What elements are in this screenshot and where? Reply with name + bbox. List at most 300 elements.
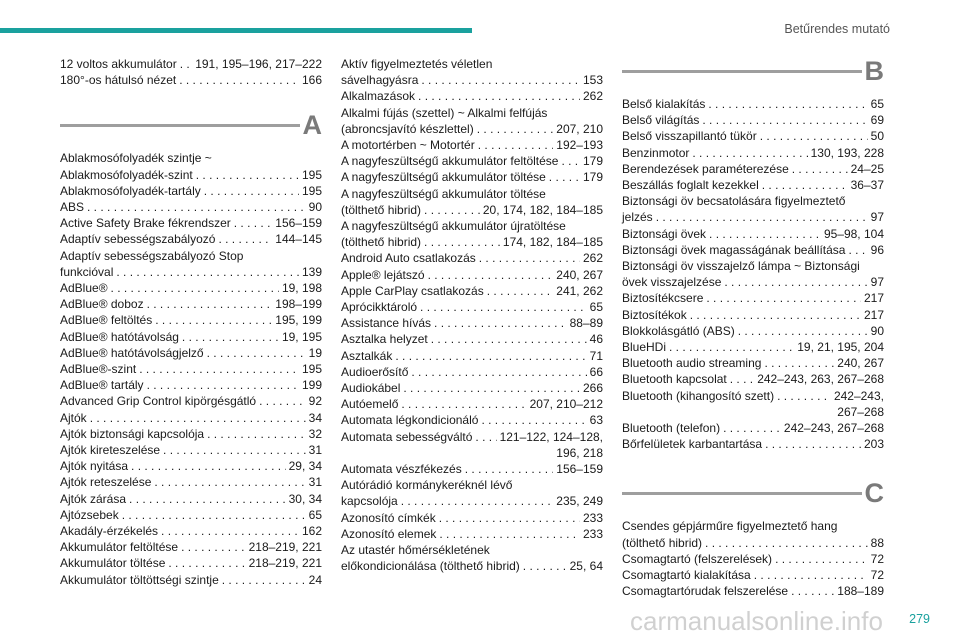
index-entry-term: Audiokábel [341, 381, 401, 396]
dot-leader [439, 510, 580, 526]
index-entry-term: Ajtózsebek [60, 507, 119, 522]
index-entry-pages: 235, 249 [556, 494, 603, 509]
index-entry-term: Autóemelő [341, 397, 399, 412]
index-entry-term: Adaptív sebességszabályozó [60, 232, 216, 247]
index-entry-pages: 19 [308, 345, 322, 360]
index-entry [60, 361, 322, 377]
index-entry [622, 242, 884, 258]
index-entry-term: Automata sebességváltó [341, 429, 473, 444]
index-entry-pages: 97 [870, 210, 884, 225]
index-entry-term: funkcióval [60, 264, 114, 279]
index-entry [60, 555, 322, 571]
section-divider [622, 70, 862, 73]
section-header-a [60, 110, 322, 150]
index-entry-pages: 95–98, 104 [823, 226, 884, 241]
dot-leader [182, 329, 279, 345]
index-entry-term: sávelhagyásra [341, 73, 419, 88]
index-entry [60, 329, 322, 345]
index-entry-term: 12 voltos akkumulátor [60, 57, 177, 71]
dot-leader [481, 412, 586, 428]
dot-leader [420, 299, 587, 315]
index-entry-term: Biztonsági övek magasságának beállítása [622, 242, 846, 257]
index-entry [60, 72, 322, 88]
index-entry-term: Active Safety Brake fékrendszer [60, 216, 231, 231]
dot-leader [479, 250, 580, 266]
index-entry-pages: 207, 210–212 [529, 397, 603, 412]
index-entry-text: Adaptív sebességszabályozó Stop [60, 248, 244, 263]
index-entry [341, 380, 603, 396]
dot-leader [403, 380, 580, 396]
dot-leader [168, 555, 245, 571]
index-entry-term: Apple CarPlay csatlakozás [341, 283, 484, 298]
index-entry-term: Bluetooth (telefon) [622, 421, 721, 436]
index-entry-term: Ajtók reteszelése [60, 475, 152, 490]
index-entry-term: Blokkolásgátló (ABS) [622, 323, 735, 338]
index-entry-pages: 166 [301, 73, 322, 88]
index-entry [341, 364, 603, 380]
index-entry-text: Ablakmosófolyadék szintje ~ [60, 151, 212, 166]
section-letter: B [864, 56, 884, 86]
index-entry-term: A nagyfeszültségű akkumulátor feltöltése [341, 154, 559, 169]
index-entry-term: Ablakmosófolyadék-szint [60, 167, 193, 182]
index-column-3 [622, 56, 884, 599]
index-entry [341, 267, 603, 283]
index-entry [341, 558, 603, 574]
index-entry-pages: 242–243, 263, 267–268 [757, 372, 884, 387]
dot-leader [706, 290, 861, 306]
dot-leader [116, 264, 299, 280]
dot-leader [431, 331, 587, 347]
index-entry [60, 183, 322, 199]
index-entry-text: Aktív figyelmeztetés véletlen [341, 57, 493, 71]
dot-leader [424, 234, 500, 250]
header-accent-bar [0, 28, 472, 33]
index-entry-pages: 195 [301, 183, 322, 198]
section-divider [622, 492, 862, 495]
index-entry [60, 393, 322, 409]
index-entry-pages: 162 [301, 524, 322, 539]
dot-leader [764, 355, 834, 371]
index-entry [622, 161, 884, 177]
index-entry-term: Belső világítás [622, 113, 700, 128]
index-entry-term: Bőrfelületek karbantartása [622, 437, 763, 452]
index-entry [341, 72, 603, 88]
section-letter: A [302, 110, 322, 141]
index-entry [622, 307, 884, 323]
index-entry-term: Aprócikktároló [341, 300, 418, 315]
index-entry-text: Alkalmi fújás (szettel) ~ Alkalmi felfújás [341, 105, 548, 120]
index-entry-pages: 218–219, 221 [248, 556, 322, 571]
index-entry-pages: 72 [870, 568, 884, 583]
index-entry-pages: 20, 174, 182, 184–185 [482, 202, 603, 217]
dot-leader [690, 307, 861, 323]
index-entry [60, 56, 322, 72]
index-entry-term: Bluetooth kapcsolat [622, 372, 727, 387]
index-entry-term: Belső kialakítás [622, 97, 706, 111]
index-entry-term: Ajtók zárása [60, 491, 127, 506]
index-entry-term: Ajtók kireteszelése [60, 443, 161, 458]
index-entry [622, 290, 884, 306]
index-entries-a [60, 150, 322, 587]
dot-leader [765, 436, 861, 452]
index-entry-term: Beszállás foglalt kezekkel [622, 178, 759, 193]
dot-leader [131, 458, 286, 474]
index-entry [622, 145, 884, 161]
section-header-c [622, 478, 884, 518]
index-entry [622, 371, 884, 387]
index-entry-term: Azonosító elemek [341, 526, 437, 541]
index-entry-pages: 195 [301, 167, 322, 182]
index-entry-pages: 217 [863, 291, 884, 306]
index-entry-pages: 240, 267 [556, 267, 603, 282]
index-entry-text: Biztonsági öv becsatolására figyelmeztető [622, 194, 846, 209]
index-entry [60, 345, 322, 361]
index-entries-top [60, 56, 322, 88]
index-entry-pages: 240, 267 [837, 356, 884, 371]
index-entry-pages: 174, 182, 184–185 [502, 235, 603, 250]
dot-leader [401, 396, 526, 412]
index-entry-term: AdBlue® hatótávolság [60, 329, 179, 344]
dot-leader [669, 339, 794, 355]
index-entry [60, 426, 322, 442]
index-entry-pages: 195 [301, 362, 322, 377]
index-entry-pages: 121–122, 124–128, [499, 429, 603, 444]
index-entry-pages: 31 [308, 443, 322, 458]
index-entry [60, 523, 322, 539]
dot-leader [708, 96, 867, 112]
index-entry-pages: 72 [870, 551, 884, 566]
dot-leader [724, 274, 867, 290]
index-entry [622, 323, 884, 339]
index-entry-term: A nagyfeszültségű akkumulátor töltése [341, 170, 546, 185]
index-entry-text: Biztonsági öv visszajelző lámpa ~ Biztonsági [622, 259, 860, 274]
index-entry-pages: 218–219, 221 [248, 540, 322, 555]
index-entry-pages: 25, 64 [569, 559, 603, 574]
index-entry-term: Automata légkondicionáló [341, 413, 479, 428]
index-entry-term: BlueHDi [622, 340, 667, 355]
dot-leader [401, 493, 554, 509]
index-entry [60, 458, 322, 474]
index-entry [341, 331, 603, 347]
index-entry-pages: 30, 34 [288, 491, 322, 506]
index-entry-term: Asztalka helyzet [341, 332, 428, 347]
index-entry-term: Apple® lejátszó [341, 267, 425, 282]
dot-leader [487, 283, 554, 299]
index-entry-pages: 262 [582, 89, 603, 104]
index-entry [60, 539, 322, 555]
index-entry [60, 199, 322, 215]
index-entry-term: előkondicionálása (tölthető hibrid) [341, 559, 520, 574]
dot-leader [129, 491, 286, 507]
index-entry-pages: 65 [589, 300, 603, 315]
index-entry-pages: 71 [589, 348, 603, 363]
index-entry-term: Alkalmazások [341, 89, 416, 104]
index-entry-pages: 19, 21, 195, 204 [797, 340, 884, 355]
index-entry-pages: 199 [301, 378, 322, 393]
dot-leader [139, 361, 299, 377]
index-entry [622, 177, 884, 193]
index-entry [341, 250, 603, 266]
index-entry [622, 112, 884, 128]
index-entry-term: Csomagtartórudak felszerelése [622, 584, 789, 599]
dot-leader [421, 72, 580, 88]
index-entry [60, 491, 322, 507]
index-entry [622, 128, 884, 144]
index-entry-pages: 242–243, [833, 388, 884, 403]
index-entry-pages: 36–37 [850, 178, 884, 193]
dot-leader [207, 426, 306, 442]
index-entry-pages: 203 [863, 437, 884, 452]
index-entry [622, 96, 884, 112]
index-entry-pages: 63 [589, 413, 603, 428]
index-entry-term: Biztosítékok [622, 307, 687, 322]
index-entry-term: Ablakmosófolyadék-tartály [60, 183, 201, 198]
index-entry-text: Az utastér hőmérsékletének [341, 543, 490, 558]
dot-leader [196, 167, 299, 183]
dot-leader [234, 215, 273, 231]
index-entry-pages: 242–243, 267–268 [783, 421, 884, 436]
index-entry-term: AdBlue®-szint [60, 362, 137, 377]
index-entry-pages: 179 [582, 154, 603, 169]
dot-leader [259, 393, 306, 409]
index-entry-pages: 24–25 [850, 161, 884, 176]
index-entry-term: Bluetooth audio streaming [622, 356, 762, 371]
index-entry-pages: 66 [589, 364, 603, 379]
index-entry [341, 88, 603, 104]
index-entry [341, 283, 603, 299]
index-entry-text: Autórádió kormánykeréknél lévő [341, 478, 513, 493]
dot-leader [147, 296, 273, 312]
index-entries-c [622, 518, 884, 599]
dot-leader [523, 558, 567, 574]
index-entry-text: A nagyfeszültségű akkumulátor töltése [341, 186, 546, 201]
index-entry-pages: 46 [589, 332, 603, 347]
index-entry [622, 567, 884, 583]
index-entry [60, 312, 322, 328]
index-entry [341, 461, 603, 477]
index-entry-pages: 92 [308, 394, 322, 409]
index-entry-term: AdBlue® doboz [60, 297, 144, 312]
index-entry-term: Akkumulátor feltöltése [60, 540, 179, 555]
dot-leader [222, 572, 306, 588]
index-entry [622, 355, 884, 371]
index-entry-pages: 88–89 [569, 316, 603, 331]
index-entry [60, 231, 322, 247]
index-entry [341, 429, 603, 445]
index-entry-pages: 195, 199 [275, 313, 322, 328]
index-entry-term: (tölthető hibrid) [622, 535, 703, 550]
index-entry-pages: 31 [308, 475, 322, 490]
dot-leader [111, 280, 279, 296]
index-entry-term: jelzés [622, 210, 653, 225]
index-entry-pages: 19, 195 [281, 329, 322, 344]
dot-leader [723, 420, 781, 436]
index-entry-term: Android Auto csatlakozás [341, 251, 476, 266]
index-entry [622, 274, 884, 290]
index-entry-term: Akadály-érzékelés [60, 524, 159, 539]
dot-leader [754, 567, 868, 583]
index-entry-page-continued: 267–268 [837, 404, 884, 419]
index-entry [622, 226, 884, 242]
index-entry [60, 572, 322, 588]
index-entry [341, 412, 603, 428]
index-entry-pages: 130, 193, 228 [810, 145, 884, 160]
dot-leader [87, 199, 306, 215]
dot-leader [207, 345, 306, 361]
dot-leader [760, 128, 868, 144]
index-column-1 [60, 56, 322, 588]
index-entry-pages: 179 [582, 170, 603, 185]
index-entry [60, 280, 322, 296]
dot-leader [181, 539, 246, 555]
dot-leader [424, 202, 480, 218]
index-entry-term: Assistance hívás [341, 316, 432, 331]
index-entry-page-continued: 196, 218 [556, 445, 603, 460]
index-entry [341, 493, 603, 509]
dot-leader [792, 161, 848, 177]
index-entry-pages: 65 [308, 507, 322, 522]
dot-leader [180, 56, 192, 72]
index-entry-pages: 153 [582, 73, 603, 88]
index-entry-pages: 144–145 [275, 232, 322, 247]
index-entry-term: ABS [60, 200, 85, 215]
index-entry [622, 535, 884, 551]
index-entry [622, 420, 884, 436]
index-entry-term: 180°-os hátulsó nézet [60, 73, 177, 88]
index-entry-term: Advanced Grip Control kipörgésgátló [60, 394, 257, 409]
index-entry [60, 377, 322, 393]
index-entry-pages: 191, 195–196, 217–222 [195, 57, 322, 71]
page-header-title: Betűrendes mutató [784, 22, 890, 36]
dot-leader [692, 145, 807, 161]
index-entry-pages: 188–189 [837, 584, 884, 599]
dot-leader [478, 137, 554, 153]
dot-leader [777, 388, 831, 404]
index-entry-term: Bluetooth (kihangosító szett) [622, 388, 775, 403]
index-entry-text: Csendes gépjárműre figyelmeztető hang [622, 519, 838, 534]
index-entry [622, 551, 884, 567]
index-entry [60, 442, 322, 458]
index-entry [60, 410, 322, 426]
dot-leader [147, 377, 299, 393]
dot-leader [90, 410, 306, 426]
index-entry [341, 121, 603, 137]
dot-leader [411, 364, 586, 380]
index-entry-term: Biztonsági övek [622, 226, 707, 241]
index-entry [622, 209, 884, 225]
index-entry-pages: 32 [308, 426, 322, 441]
section-divider [60, 124, 300, 127]
index-entry [341, 153, 603, 169]
index-entry-pages: 139 [301, 264, 322, 279]
index-entry-pages: 233 [582, 510, 603, 525]
index-entry [60, 296, 322, 312]
index-entry [341, 348, 603, 364]
dot-leader [204, 183, 299, 199]
index-entry-pages: 241, 262 [556, 283, 603, 298]
index-entry-term: Ajtók nyitása [60, 459, 129, 474]
index-entry-term: Akkumulátor töltöttségi szintje [60, 572, 219, 587]
index-entry [341, 169, 603, 185]
dot-leader [154, 474, 305, 490]
dot-leader [163, 442, 306, 458]
dot-leader [218, 231, 272, 247]
index-entry [341, 396, 603, 412]
page-number: 279 [909, 612, 930, 626]
index-entry [60, 264, 322, 280]
index-entry [341, 137, 603, 153]
index-entry-term: AdBlue® feltöltés [60, 313, 153, 328]
dot-leader [702, 112, 867, 128]
index-entry-term: Automata vészfékezés [341, 462, 462, 477]
dot-leader [161, 523, 299, 539]
index-entry-pages: 29, 34 [288, 459, 322, 474]
index-entry-pages: 65 [870, 97, 884, 111]
dot-leader [762, 177, 848, 193]
dot-leader [791, 583, 834, 599]
index-entry-pages: 34 [308, 410, 322, 425]
index-entry-pages: 207, 210 [556, 121, 603, 136]
dot-leader [395, 348, 586, 364]
index-entry [341, 315, 603, 331]
index-entry-term: kapcsolója [341, 494, 398, 509]
index-entry-pages: 50 [870, 129, 884, 144]
index-entry-term: (abroncsjavító készlettel) [341, 121, 474, 136]
dot-leader [709, 226, 821, 242]
index-entry [341, 510, 603, 526]
index-entry-pages: 217 [863, 307, 884, 322]
dot-leader [418, 88, 580, 104]
index-entry-term: (tölthető hibrid) [341, 202, 422, 217]
dot-leader [705, 535, 868, 551]
dot-leader [475, 429, 496, 445]
index-entry-pages: 156–159 [556, 462, 603, 477]
dot-leader [465, 461, 554, 477]
index-entry [622, 436, 884, 452]
index-entry-term: Biztosítékcsere [622, 291, 704, 306]
index-entries-b [622, 96, 884, 452]
dot-leader [848, 242, 867, 258]
dot-leader [561, 153, 580, 169]
index-entry [341, 202, 603, 218]
index-entry-pages: 156–159 [275, 216, 322, 231]
index-entry-pages: 88 [870, 535, 884, 550]
index-entry [622, 583, 884, 599]
index-entry-pages: 262 [582, 251, 603, 266]
index-entry-pages: 69 [870, 113, 884, 128]
section-header-b [622, 56, 884, 96]
index-entry-term: AdBlue® tartály [60, 378, 144, 393]
index-entry-pages: 96 [870, 242, 884, 257]
dot-leader [434, 315, 567, 331]
index-entry [60, 215, 322, 231]
index-entry-pages: 233 [582, 526, 603, 541]
index-entry-term: Asztalkák [341, 348, 393, 363]
dot-leader [730, 371, 754, 387]
index-entry-term: (tölthető hibrid) [341, 235, 422, 250]
dot-leader [439, 526, 580, 542]
dot-leader [122, 507, 306, 523]
index-entry-term: Benzinmotor [622, 145, 690, 160]
index-entry [341, 299, 603, 315]
index-entry-term: Ajtók biztonsági kapcsolója [60, 426, 205, 441]
index-entry-term: Csomagtartó (felszerelések) [622, 551, 773, 566]
dot-leader [428, 267, 554, 283]
dot-leader [656, 209, 868, 225]
dot-leader [477, 121, 554, 137]
index-entry [60, 474, 322, 490]
index-entry-term: Audioerősítő [341, 364, 409, 379]
